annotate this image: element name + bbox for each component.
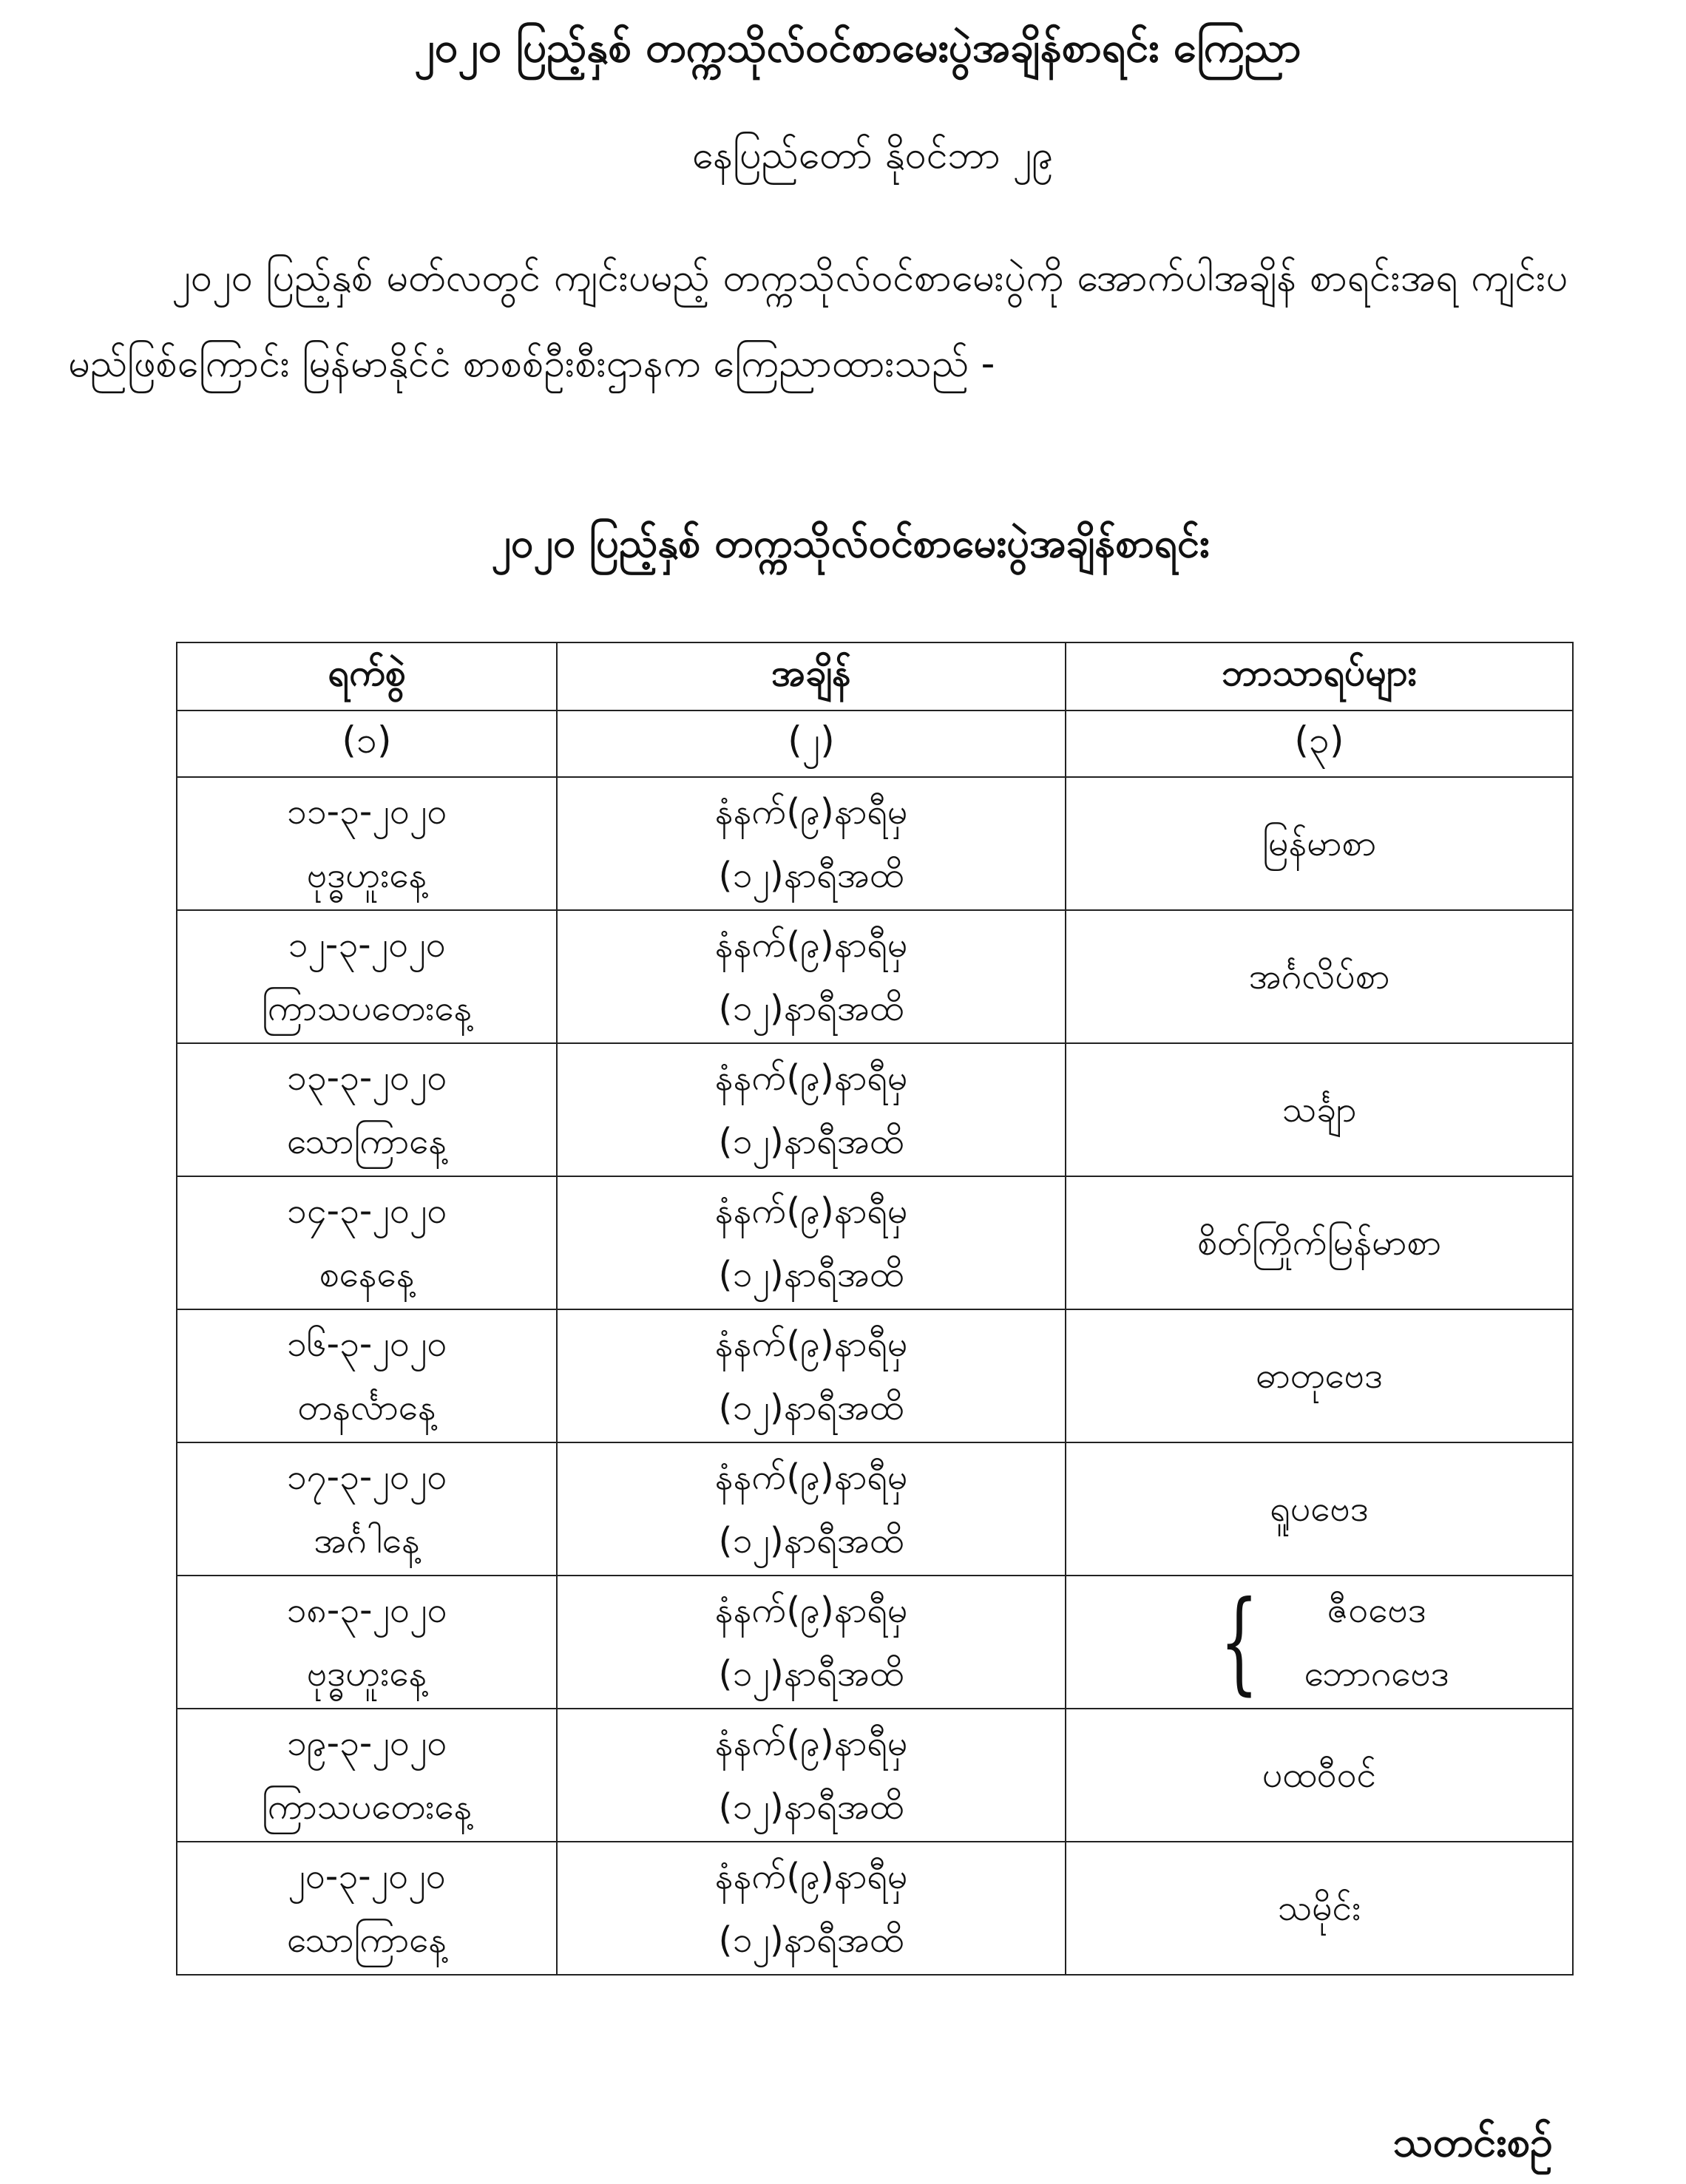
exam-day: သောကြာနေ့ (287, 1121, 447, 1162)
exam-date: ၁၁-၃-၂၀၂၀ (286, 791, 447, 832)
column-number: (၃) (1066, 711, 1573, 777)
table-row (177, 1709, 1573, 1842)
exam-day: သောကြာနေ့ (287, 1919, 447, 1961)
exam-day: ဗုဒ္ဓဟူးနေ့ (306, 855, 427, 896)
signature: သတင်းစဉ် (1392, 2118, 1553, 2166)
subject-cell: သင်္ချာ (1066, 1043, 1573, 1176)
exam-day: အင်္ဂါနေ့ (314, 1520, 420, 1561)
date-cell (177, 1842, 557, 1975)
time-from: နံနက်(၉)နာရီမှ (714, 924, 908, 966)
left-brace: { (1219, 1578, 1259, 1706)
subject-option: ဘောဂဗေဒ (1304, 1653, 1449, 1695)
time-to: (၁၂)နာရီအထိ (718, 988, 904, 1029)
subject-cell: သမိုင်း (1066, 1842, 1573, 1975)
table-header-row (177, 642, 1573, 711)
exam-date: ၁၂-၃-၂၀၂၀ (288, 924, 446, 966)
table-row (177, 1043, 1573, 1176)
subject-cell: စိတ်ကြိုက်မြန်မာစာ (1066, 1176, 1573, 1309)
table-row (177, 1176, 1573, 1309)
subject-cell: ရူပဗေဒ (1066, 1442, 1573, 1576)
time-cell (557, 1043, 1066, 1176)
table-row (177, 910, 1573, 1043)
date-cell (177, 1043, 557, 1176)
subject-stack (1304, 1578, 1449, 1706)
time-to: (၁၂)နာရီအထိ (718, 1254, 904, 1295)
time-cell (557, 910, 1066, 1043)
column-number: (၁) (177, 711, 557, 777)
exam-date: ၁၇-၃-၂၀၂၀ (286, 1456, 447, 1498)
table-row (177, 1442, 1573, 1576)
time-to: (၁၂)နာရီအထိ (718, 1919, 904, 1961)
column-number-row (177, 711, 1573, 777)
subject-option: ဇီဝဗေဒ (1327, 1590, 1426, 1631)
time-cell (557, 777, 1066, 910)
date-cell (177, 1309, 557, 1442)
exam-day: တနင်္လာနေ့ (297, 1387, 436, 1428)
header-date: ရက်စွဲ (177, 642, 557, 711)
exam-date: ၂၀-၃-၂၀၂၀ (288, 1856, 446, 1897)
date-cell (177, 1442, 557, 1576)
table-row (177, 777, 1573, 910)
exam-date: ၁၈-၃-၂၀၂၀ (286, 1590, 447, 1631)
time-from: နံနက်(၉)နာရီမှ (714, 1856, 908, 1897)
subject-cell (1066, 1576, 1573, 1709)
header-subjects: ဘာသာရပ်များ (1066, 642, 1573, 711)
time-cell (557, 1442, 1066, 1576)
table-title: ၂၀၂၀ ပြည့်နှစ် တက္ကသိုလ်ဝင်စာမေးပွဲအချိန်စာရင်း (491, 520, 1210, 566)
time-from: နံနက်(၉)နာရီမှ (714, 1190, 908, 1232)
exam-day: ကြာသပတေးနေ့ (261, 988, 473, 1029)
time-to: (၁၂)နာရီအထိ (718, 1387, 904, 1428)
date-cell (177, 1576, 557, 1709)
table-row (177, 1842, 1573, 1975)
time-cell (557, 1576, 1066, 1709)
subject-group (1204, 1578, 1449, 1706)
time-from: နံနက်(၉)နာရီမှ (714, 1723, 908, 1764)
time-to: (၁၂)နာရီအထိ (718, 855, 904, 896)
subject-cell: အင်္ဂလိပ်စာ (1066, 910, 1573, 1043)
time-cell (557, 1309, 1066, 1442)
dateline: နေပြည်တော် နိုဝင်ဘာ ၂၉ (691, 133, 1054, 177)
time-cell (557, 1709, 1066, 1842)
table-row (177, 1576, 1573, 1709)
date-cell (177, 910, 557, 1043)
time-cell (557, 1842, 1066, 1975)
exam-date: ၁၆-၃-၂၀၂၀ (286, 1323, 447, 1365)
time-from: နံနက်(၉)နာရီမှ (714, 791, 908, 832)
time-from: နံနက်(၉)နာရီမှ (714, 1057, 908, 1099)
column-number: (၂) (557, 711, 1066, 777)
time-from: နံနက်(၉)နာရီမှ (714, 1323, 908, 1365)
time-from: နံနက်(၉)နာရီမှ (714, 1456, 908, 1498)
date-cell (177, 777, 557, 910)
exam-date: ၁၉-၃-၂၀၂၀ (286, 1723, 447, 1764)
exam-day: ကြာသပတေးနေ့ (261, 1786, 473, 1828)
time-from: နံနက်(၉)နာရီမှ (714, 1590, 908, 1631)
time-to: (၁၂)နာရီအထိ (718, 1653, 904, 1695)
time-to: (၁၂)နာရီအထိ (718, 1520, 904, 1561)
exam-date: ၁၄-၃-၂၀၂၀ (286, 1190, 447, 1232)
page-title: ၂၀၂၀ ပြည့်နှစ် တက္ကသိုလ်ဝင်စာမေးပွဲအချိန်စာရင်း ကြေညာ (414, 24, 1301, 72)
exam-schedule-table (176, 642, 1574, 1976)
exam-date: ၁၃-၃-၂၀၂၀ (286, 1057, 447, 1099)
announcement-paragraph: ၂၀၂၀ ပြည့်နှစ် မတ်လတွင် ကျင်းပမည့် တက္ကသိုလ်ဝင်စာမေးပွဲကို အောက်ပါအချိန် စာရင်းအရ ကျင်းပမည်ဖြစ်ကြောင်း မြန်မာနိုင်ငံ စာစစ်ဦးစီးဌာနက ကြေညာထားသည် - (68, 256, 1568, 386)
exam-day: ဗုဒ္ဓဟူးနေ့ (306, 1653, 427, 1695)
subject-cell: ပထဝီဝင် (1066, 1709, 1573, 1842)
date-cell (177, 1709, 557, 1842)
subject-cell: ဓာတုဗေဒ (1066, 1309, 1573, 1442)
time-to: (၁၂)နာရီအထိ (718, 1786, 904, 1828)
table-row (177, 1309, 1573, 1442)
exam-day: စနေနေ့ (319, 1254, 415, 1295)
time-to: (၁၂)နာရီအထိ (718, 1121, 904, 1162)
header-time: အချိန် (557, 642, 1066, 711)
time-cell (557, 1176, 1066, 1309)
subject-cell: မြန်မာစာ (1066, 777, 1573, 910)
date-cell (177, 1176, 557, 1309)
